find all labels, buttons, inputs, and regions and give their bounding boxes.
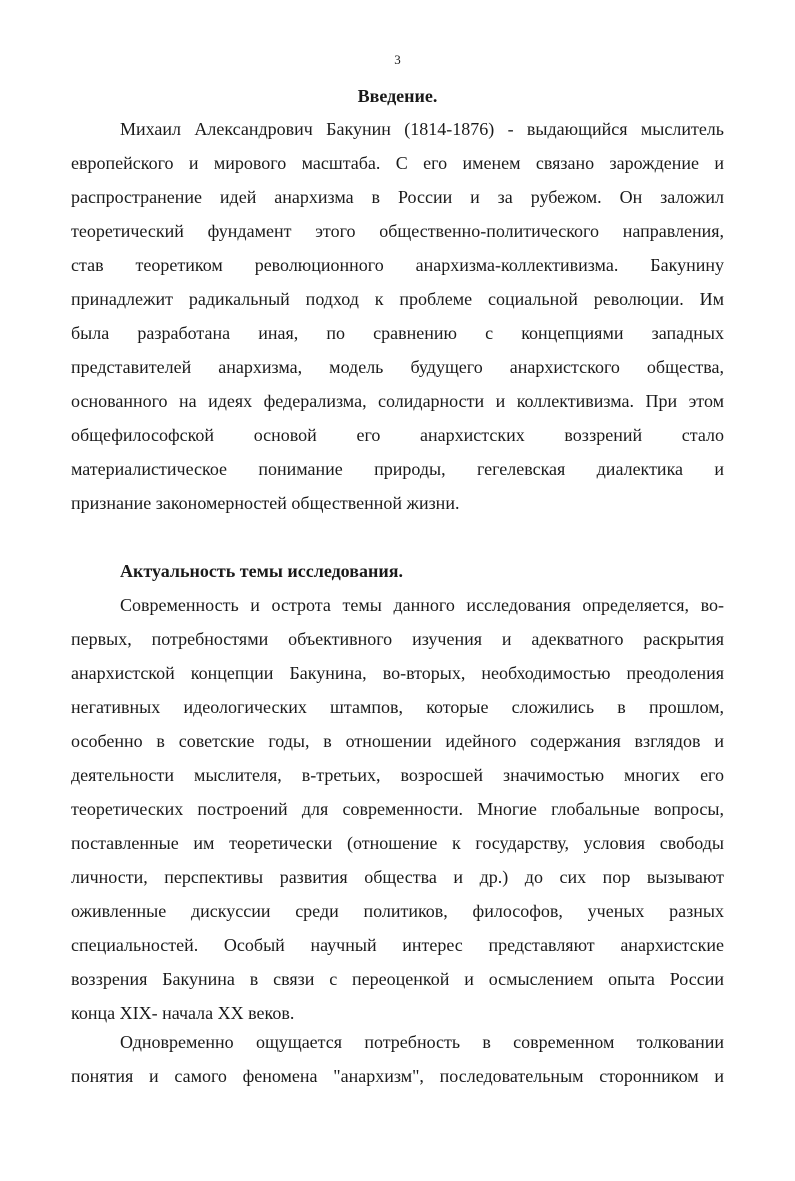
text-line: теоретических построений для современности. Многие глобальные вопросы,	[71, 799, 724, 819]
text-line: представителей анархизма, модель будущего анархистского общества,	[71, 357, 724, 377]
text-line: специальностей. Особый научный интерес представляют анархистские	[71, 935, 724, 955]
continuation-paragraph	[71, 1025, 724, 1093]
text-line: Современность и острота темы данного исследования определяется, во-	[120, 595, 724, 615]
text-line: материалистическое понимание природы, гегелевская диалектика и	[71, 459, 724, 479]
text-line: особенно в советские годы, в отношении идейного содержания взглядов и	[71, 731, 724, 751]
text-line: основанного на идеях федерализма, солидарности и коллективизма. При этом	[71, 391, 724, 411]
text-line: первых, потребностями объективного изучения и адекватного раскрытия	[71, 629, 724, 649]
text-line: понятия и самого феномена "анархизм", последовательным сторонником и	[71, 1066, 724, 1086]
text-line: распространение идей анархизма в России и за рубежом. Он заложил	[71, 187, 724, 207]
text-line: оживленные дискуссии среди политиков, философов, ученых разных	[71, 901, 724, 921]
text-line: поставленные им теоретически (отношение к государству, условия свободы	[71, 833, 724, 853]
text-line: Михаил Александрович Бакунин (1814-1876) - выдающийся мыслитель	[120, 119, 724, 139]
text-line: воззрения Бакунина в связи с переоценкой и осмыслением опыта России	[71, 969, 724, 989]
relevance-paragraph	[71, 588, 724, 1030]
text-line: став теоретиком революционного анархизма-коллективизма. Бакунину	[71, 255, 724, 275]
text-line: Одновременно ощущается потребность в современном толковании	[120, 1032, 724, 1052]
intro-paragraph	[71, 112, 724, 520]
text-line: анархистской концепции Бакунина, во-вторых, необходимостью преодоления	[71, 663, 724, 683]
text-line: деятельности мыслителя, в-третьих, возросшей значимостью многих его	[71, 765, 724, 785]
text-line: была разработана иная, по сравнению с концепциями западных	[71, 323, 724, 343]
text-line: европейского и мирового масштаба. С его именем связано зарождение и	[71, 153, 724, 173]
text-line: конца XIX- начала XX веков.	[71, 1003, 295, 1023]
relevance-heading: Актуальность темы исследования.	[120, 561, 403, 581]
text-line: признание закономерностей общественной жизни.	[71, 493, 460, 513]
text-line: теоретический фундамент этого общественно-политического направления,	[71, 221, 724, 241]
intro-heading: Введение.	[357, 86, 438, 106]
text-line: принадлежит радикальный подход к проблеме социальной революции. Им	[71, 289, 724, 309]
page-number: 3	[394, 52, 401, 67]
text-line: общефилософской основой его анархистских воззрений стало	[71, 425, 724, 445]
text-line: негативных идеологических штампов, которые сложились в прошлом,	[71, 697, 724, 717]
text-line: личности, перспективы развития общества и др.) до сих пор вызывают	[71, 867, 724, 887]
